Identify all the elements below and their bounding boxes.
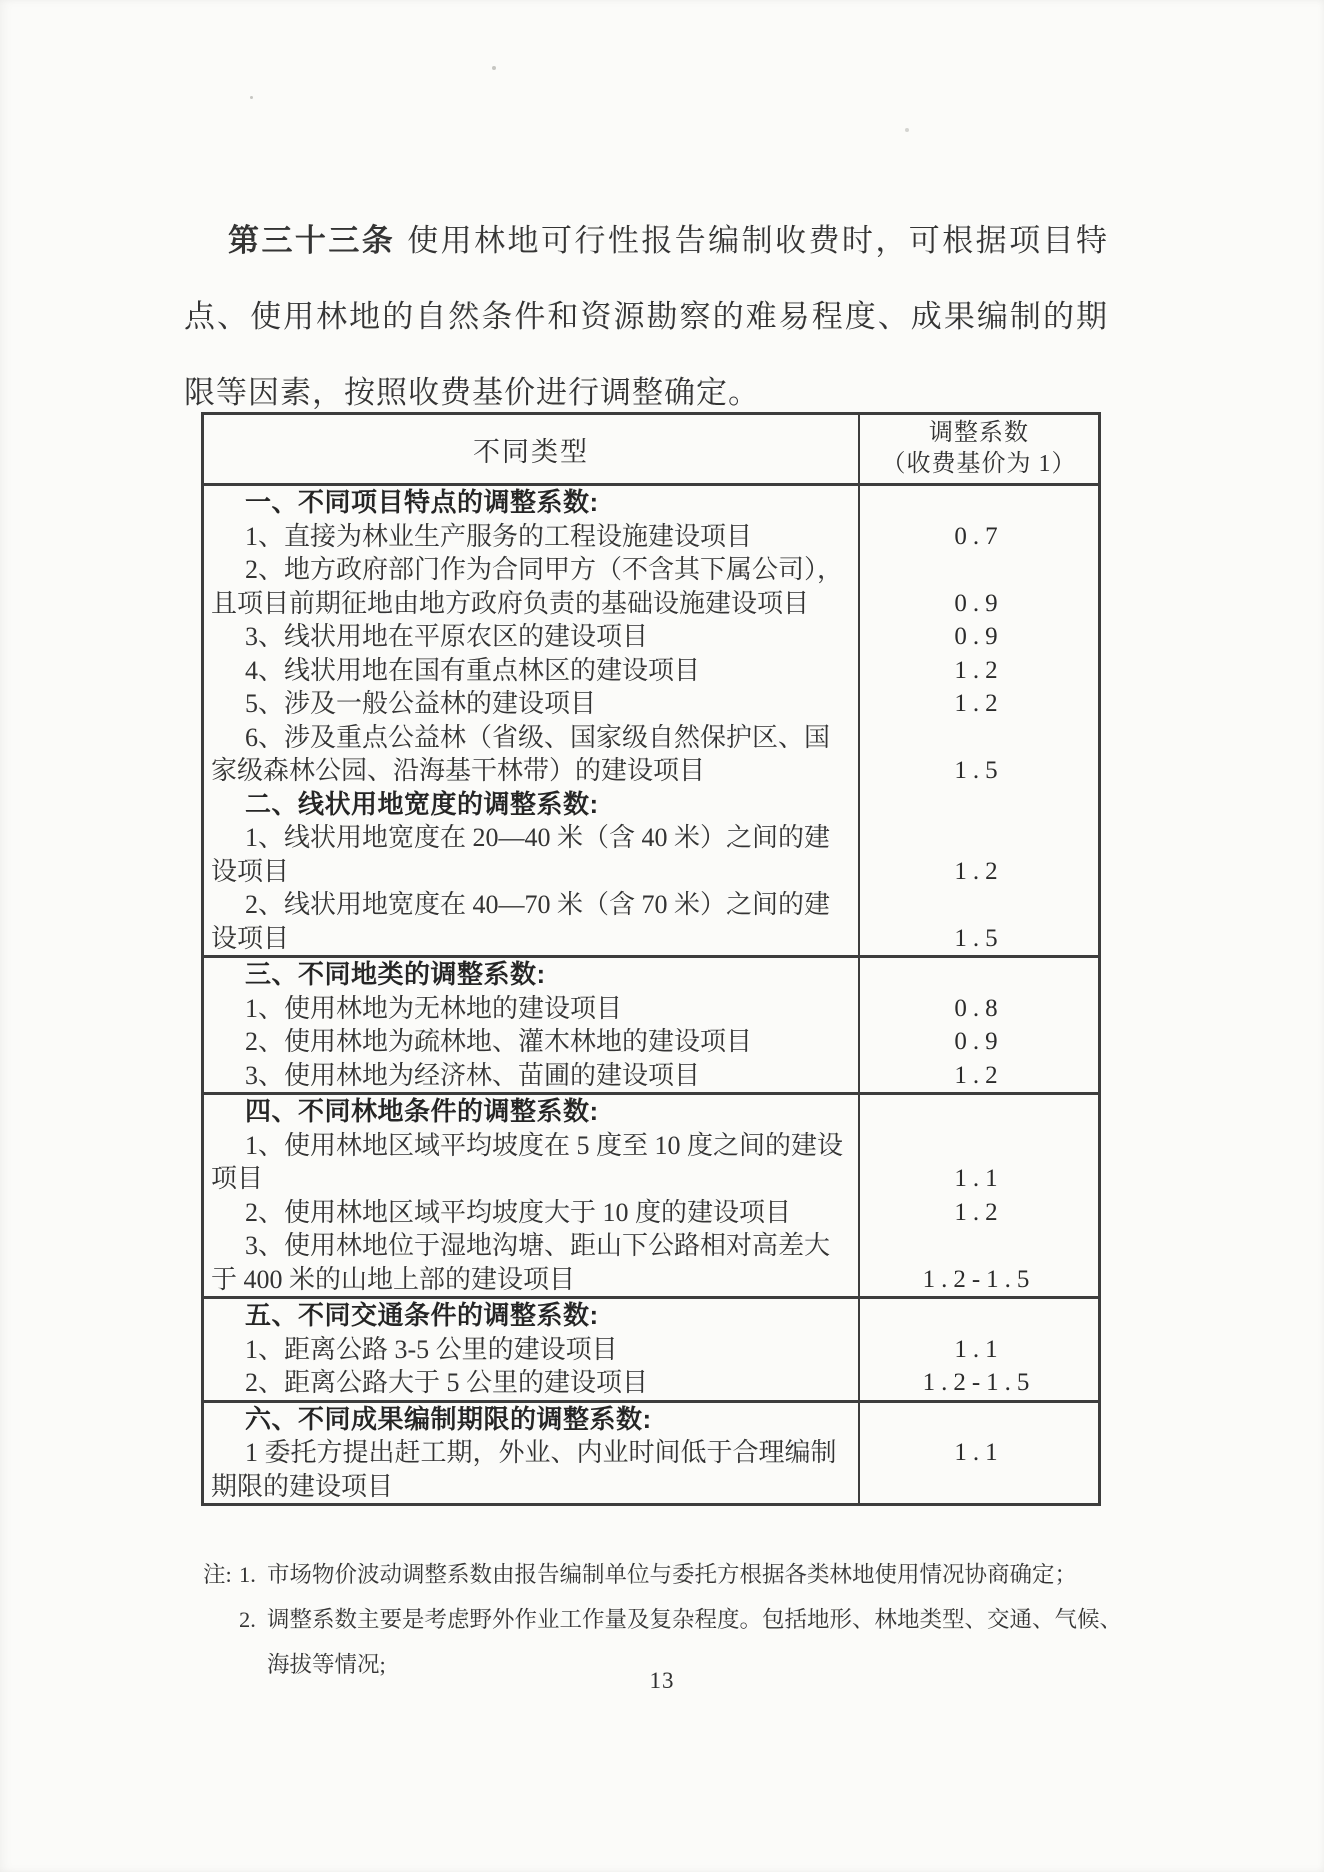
row-text: 设项目 xyxy=(211,923,290,953)
row-text: 期限的建设项目 xyxy=(211,1471,394,1501)
table-section xyxy=(204,1299,1098,1403)
table-row xyxy=(204,1403,1098,1437)
row-text: 2、地方政府部门作为合同甲方（不含其下属公司）， xyxy=(245,555,844,584)
table-row xyxy=(204,520,1098,554)
table-row xyxy=(204,1436,1098,1470)
article-paragraph xyxy=(184,203,1108,431)
note-text: 调整系数主要是考虑野外作业工作量及复杂程度。包括地形、林地类型、交通、气候、海拔等情况; xyxy=(267,1607,1123,1677)
row-value: 1.1 xyxy=(858,1162,1098,1196)
row-text: 1、使用林地区域平均坡度在 5 度至 10 度之间的建设 xyxy=(245,1130,844,1160)
note-number: 1. xyxy=(239,1562,256,1587)
row-text: 1、直接为林业生产服务的工程设施建设项目 xyxy=(245,521,753,551)
row-text: 二、线状用地宽度的调整系数: xyxy=(245,788,599,819)
row-text: 且项目前期征地由地方政府负责的基础设施建设项目 xyxy=(211,588,810,618)
table-row xyxy=(204,486,1098,520)
notes xyxy=(203,1552,1143,1687)
row-value xyxy=(858,1403,1098,1437)
coefficient-table xyxy=(201,412,1101,1506)
table-header-row xyxy=(204,415,1098,486)
row-text: 一、不同项目特点的调整系数: xyxy=(245,487,599,517)
article-number: 第三十三条 xyxy=(228,223,396,258)
header-type-cell: 不同类型 xyxy=(473,436,589,467)
table-row xyxy=(204,1263,1098,1297)
table-row xyxy=(204,687,1098,721)
row-value: 1.2 xyxy=(858,687,1098,721)
scan-speck xyxy=(492,66,496,70)
table-row xyxy=(204,1229,1098,1263)
table-row xyxy=(204,587,1098,621)
table-row xyxy=(204,1059,1098,1093)
header-coef-line1: 调整系数 xyxy=(929,420,1029,446)
row-text: 四、不同林地条件的调整系数: xyxy=(245,1096,599,1126)
row-value xyxy=(858,721,1098,755)
table-row xyxy=(204,1095,1098,1129)
row-value xyxy=(858,788,1098,822)
row-value: 1.2 xyxy=(858,1196,1098,1230)
row-value: 0.9 xyxy=(858,620,1098,654)
table-row xyxy=(204,1129,1098,1163)
row-value: 1.1 xyxy=(858,1436,1098,1470)
table-row xyxy=(204,788,1098,822)
row-value: 0.9 xyxy=(858,587,1098,621)
header-coef-line2: （收费基价为 1） xyxy=(881,451,1077,477)
row-value: 1.2 xyxy=(858,1059,1098,1093)
row-value: 1.5 xyxy=(858,754,1098,788)
table-row xyxy=(204,821,1098,855)
row-text: 3、线状用地在平原农区的建设项目 xyxy=(245,622,649,651)
table-row xyxy=(204,553,1098,587)
row-text: 6、涉及重点公益林（省级、国家级自然保护区、国 xyxy=(245,722,831,752)
table-row xyxy=(204,754,1098,788)
row-text: 1、使用林地为无林地的建设项目 xyxy=(245,993,623,1023)
coef-table-body xyxy=(204,486,1098,1503)
row-value: 0.9 xyxy=(858,1025,1098,1059)
row-text: 于 400 米的山地上部的建设项目 xyxy=(211,1264,576,1294)
row-text: 3、使用林地为经济林、苗圃的建设项目 xyxy=(245,1060,701,1090)
row-value xyxy=(858,958,1098,992)
row-text: 5、涉及一般公益林的建设项目 xyxy=(245,689,597,718)
row-text: 六、不同成果编制期限的调整系数: xyxy=(245,1403,652,1434)
table-row xyxy=(204,992,1098,1026)
row-value xyxy=(858,821,1098,855)
row-text: 2、使用林地为疏林地、灌木林地的建设项目 xyxy=(245,1027,753,1056)
row-value xyxy=(858,1229,1098,1263)
row-text: 4、线状用地在国有重点林区的建设项目 xyxy=(245,655,701,685)
row-value xyxy=(858,1129,1098,1163)
row-text: 1、距离公路 3-5 公里的建设项目 xyxy=(245,1334,618,1364)
row-value: 0.8 xyxy=(858,992,1098,1026)
table-section xyxy=(204,1095,1098,1299)
row-text: 2、距离公路大于 5 公里的建设项目 xyxy=(245,1368,649,1397)
row-value: 1.2-1.5 xyxy=(858,1366,1098,1400)
row-value: 1.2 xyxy=(858,654,1098,688)
table-row xyxy=(204,620,1098,654)
row-value xyxy=(858,888,1098,922)
table-row xyxy=(204,1162,1098,1196)
notes-label: 注: xyxy=(203,1562,232,1587)
header-coef-cell xyxy=(858,415,1098,483)
table-row xyxy=(204,1299,1098,1333)
table-row xyxy=(204,855,1098,889)
row-value xyxy=(858,486,1098,520)
table-row xyxy=(204,1470,1098,1504)
row-value: 1.2 xyxy=(858,855,1098,889)
table-row xyxy=(204,1366,1098,1400)
row-text: 1 委托方提出赶工期，外业、内业时间低于合理编制 xyxy=(245,1438,837,1467)
scan-speck xyxy=(250,96,253,99)
row-text: 设项目 xyxy=(211,856,290,886)
table-row xyxy=(204,1025,1098,1059)
row-value xyxy=(858,553,1098,587)
table-row xyxy=(204,958,1098,992)
row-text: 项目 xyxy=(211,1164,264,1193)
row-text: 1、线状用地宽度在 20—40 米（含 40 米）之间的建 xyxy=(245,823,831,852)
article-body-text: 使用林地可行性报告编制收费时，可根据项目特点、使用林地的自然条件和资源勘察的难易程度、成果编制的期限等因素，按照收费基价进行调整确定。 xyxy=(184,223,1109,410)
row-value: 1.2-1.5 xyxy=(858,1263,1098,1297)
note-item xyxy=(203,1552,1143,1597)
row-text: 2、使用林地区域平均坡度大于 10 度的建设项目 xyxy=(245,1197,792,1227)
row-value xyxy=(858,1299,1098,1333)
row-value xyxy=(858,1095,1098,1129)
table-row xyxy=(204,888,1098,922)
table-row xyxy=(204,654,1098,688)
row-text: 家级森林公园、沿海基干林带）的建设项目 xyxy=(211,756,706,785)
note-number: 2. xyxy=(239,1607,256,1632)
table-row xyxy=(204,721,1098,755)
row-value: 1.1 xyxy=(858,1333,1098,1367)
row-text: 3、使用林地位于湿地沟塘、距山下公路相对高差大 xyxy=(245,1231,831,1260)
table-row xyxy=(204,1333,1098,1367)
row-text: 2、线状用地宽度在 40—70 米（含 70 米）之间的建 xyxy=(245,890,831,919)
row-text: 三、不同地类的调整系数: xyxy=(245,959,546,989)
scan-speck xyxy=(905,128,909,132)
table-section xyxy=(204,1403,1098,1504)
table-row xyxy=(204,922,1098,956)
row-text: 五、不同交通条件的调整系数: xyxy=(245,1300,599,1330)
table-row xyxy=(204,1196,1098,1230)
table-section xyxy=(204,958,1098,1095)
table-section xyxy=(204,486,1098,958)
note-text: 市场物价波动调整系数由报告编制单位与委托方根据各类林地使用情况协商确定； xyxy=(267,1562,1078,1587)
page-number: 13 xyxy=(649,1668,675,1693)
row-value: 0.7 xyxy=(858,520,1098,554)
row-value xyxy=(858,1470,1098,1504)
scan-speck xyxy=(585,578,588,581)
row-value: 1.5 xyxy=(858,922,1098,956)
